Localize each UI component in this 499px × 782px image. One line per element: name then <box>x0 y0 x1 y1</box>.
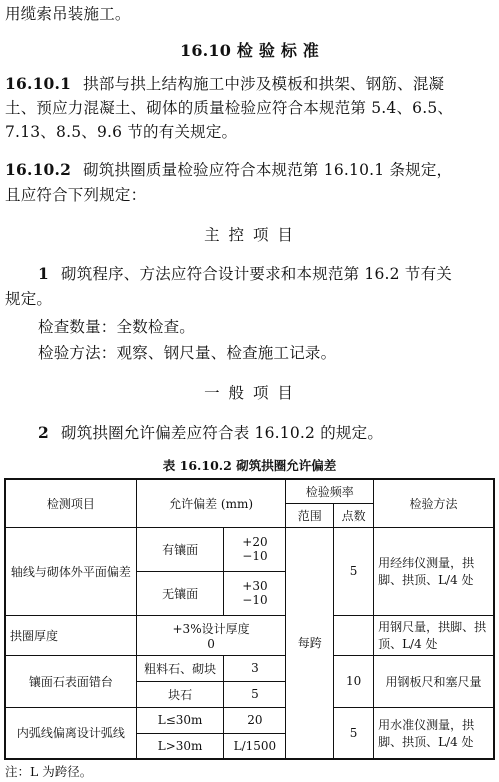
main-items-heading: 主 控 项 目 <box>204 226 295 244</box>
item-2-number: 2 <box>38 423 49 442</box>
clause-2-number: 16.10.2 <box>5 160 72 179</box>
item-1-line-1 <box>38 262 452 284</box>
header-item: 检测项目 <box>5 479 136 527</box>
row-axis-with-facing: 有镶面 <box>136 527 224 571</box>
tol-plus: +30 <box>242 579 268 593</box>
row-axis-points: 5 <box>334 527 374 615</box>
row-axis-without-facing-tol <box>224 571 286 615</box>
item-2-line <box>38 421 383 443</box>
clause-1-line-1 <box>5 72 444 94</box>
clause-1-line-2: 土、预应力混凝土、砌体的质量检验应符合本规范第 5.4、6.5、 <box>5 99 454 117</box>
row-axis-method: 用经纬仪测量，拱脚、拱顶、L/4 处 <box>374 527 494 615</box>
header-tolerance: 允许偏差 (mm) <box>136 479 286 527</box>
row-axis-without-facing: 无镶面 <box>136 571 224 615</box>
header-frequency: 检验频率 <box>286 479 374 503</box>
row-thickness-tol <box>136 615 286 655</box>
clause-1-text-1: 拱部与拱上结构施工中涉及模板和拱架、钢筋、混凝 <box>83 75 445 93</box>
check-method: 检验方法：观察、钢尺量、检查施工记录。 <box>38 344 337 362</box>
row-facing-item: 镶面石表面错台 <box>5 655 136 707</box>
row-arc-cond-2: L>30m <box>136 733 224 759</box>
tol-minus: −10 <box>242 549 268 563</box>
clause-2-line-1 <box>5 158 452 180</box>
clause-2-text-1: 砌筑拱圈质量检验应符合本规范第 16.10.1 条规定， <box>83 161 453 179</box>
tol-plus: +20 <box>242 535 268 549</box>
table-caption: 表 16.10.2 砌筑拱圈允许偏差 <box>162 458 337 473</box>
row-facing-method: 用钢板尺和塞尺量 <box>374 655 494 707</box>
header-range: 范围 <box>286 503 334 527</box>
general-items-heading: 一 般 项 目 <box>204 384 295 402</box>
row-facing-block: 块石 <box>136 681 224 707</box>
row-facing-rough-tol: 3 <box>224 655 286 681</box>
row-arc-tol-2: L/1500 <box>224 733 286 759</box>
row-arc-points: 5 <box>334 707 374 759</box>
row-axis-with-facing-tol <box>224 527 286 571</box>
tol-minus: −10 <box>242 593 268 607</box>
item-1-number: 1 <box>38 264 49 283</box>
intro-line: 用缆索吊装施工。 <box>5 5 131 23</box>
clause-1-line-3: 7.13、8.5、9.6 节的有关规定。 <box>5 123 238 141</box>
row-arc-cond-1: L≤30m <box>136 707 224 733</box>
row-arc-tol-1: 20 <box>224 707 286 733</box>
range-all-cell: 每跨 <box>286 527 334 759</box>
tol-zero: 0 <box>207 636 215 651</box>
header-method: 检验方法 <box>374 479 494 527</box>
row-thickness-points <box>334 615 374 655</box>
item-1-line-2: 规定。 <box>5 290 53 308</box>
item-2-text: 砌筑拱圈允许偏差应符合表 16.10.2 的规定。 <box>61 424 384 442</box>
row-thickness-item: 拱圈厚度 <box>5 615 136 655</box>
tolerance-table <box>4 478 495 760</box>
check-quantity: 检查数量：全数检查。 <box>38 318 196 336</box>
row-thickness-method: 用钢尺量，拱脚、拱顶、L/4 处 <box>374 615 494 655</box>
item-1-text-1: 砌筑程序、方法应符合设计要求和本规范第 16.2 节有关 <box>61 265 452 283</box>
row-facing-points: 10 <box>334 655 374 707</box>
tol-plus: +3%设计厚度 <box>172 621 250 636</box>
section-title: 16.10 检 验 标 准 <box>180 41 319 60</box>
row-facing-block-tol: 5 <box>224 681 286 707</box>
header-points: 点数 <box>334 503 374 527</box>
row-arc-method: 用水准仪测量，拱脚、拱顶、L/4 处 <box>374 707 494 759</box>
table-note: 注：L 为跨径。 <box>5 764 93 779</box>
row-facing-rough: 粗料石、砌块 <box>136 655 224 681</box>
row-axis-item: 轴线与砌体外平面偏差 <box>5 527 136 615</box>
row-arc-item: 内弧线偏离设计弧线 <box>5 707 136 759</box>
clause-1-number: 16.10.1 <box>5 74 72 93</box>
clause-2-line-2: 且应符合下列规定： <box>5 186 147 204</box>
